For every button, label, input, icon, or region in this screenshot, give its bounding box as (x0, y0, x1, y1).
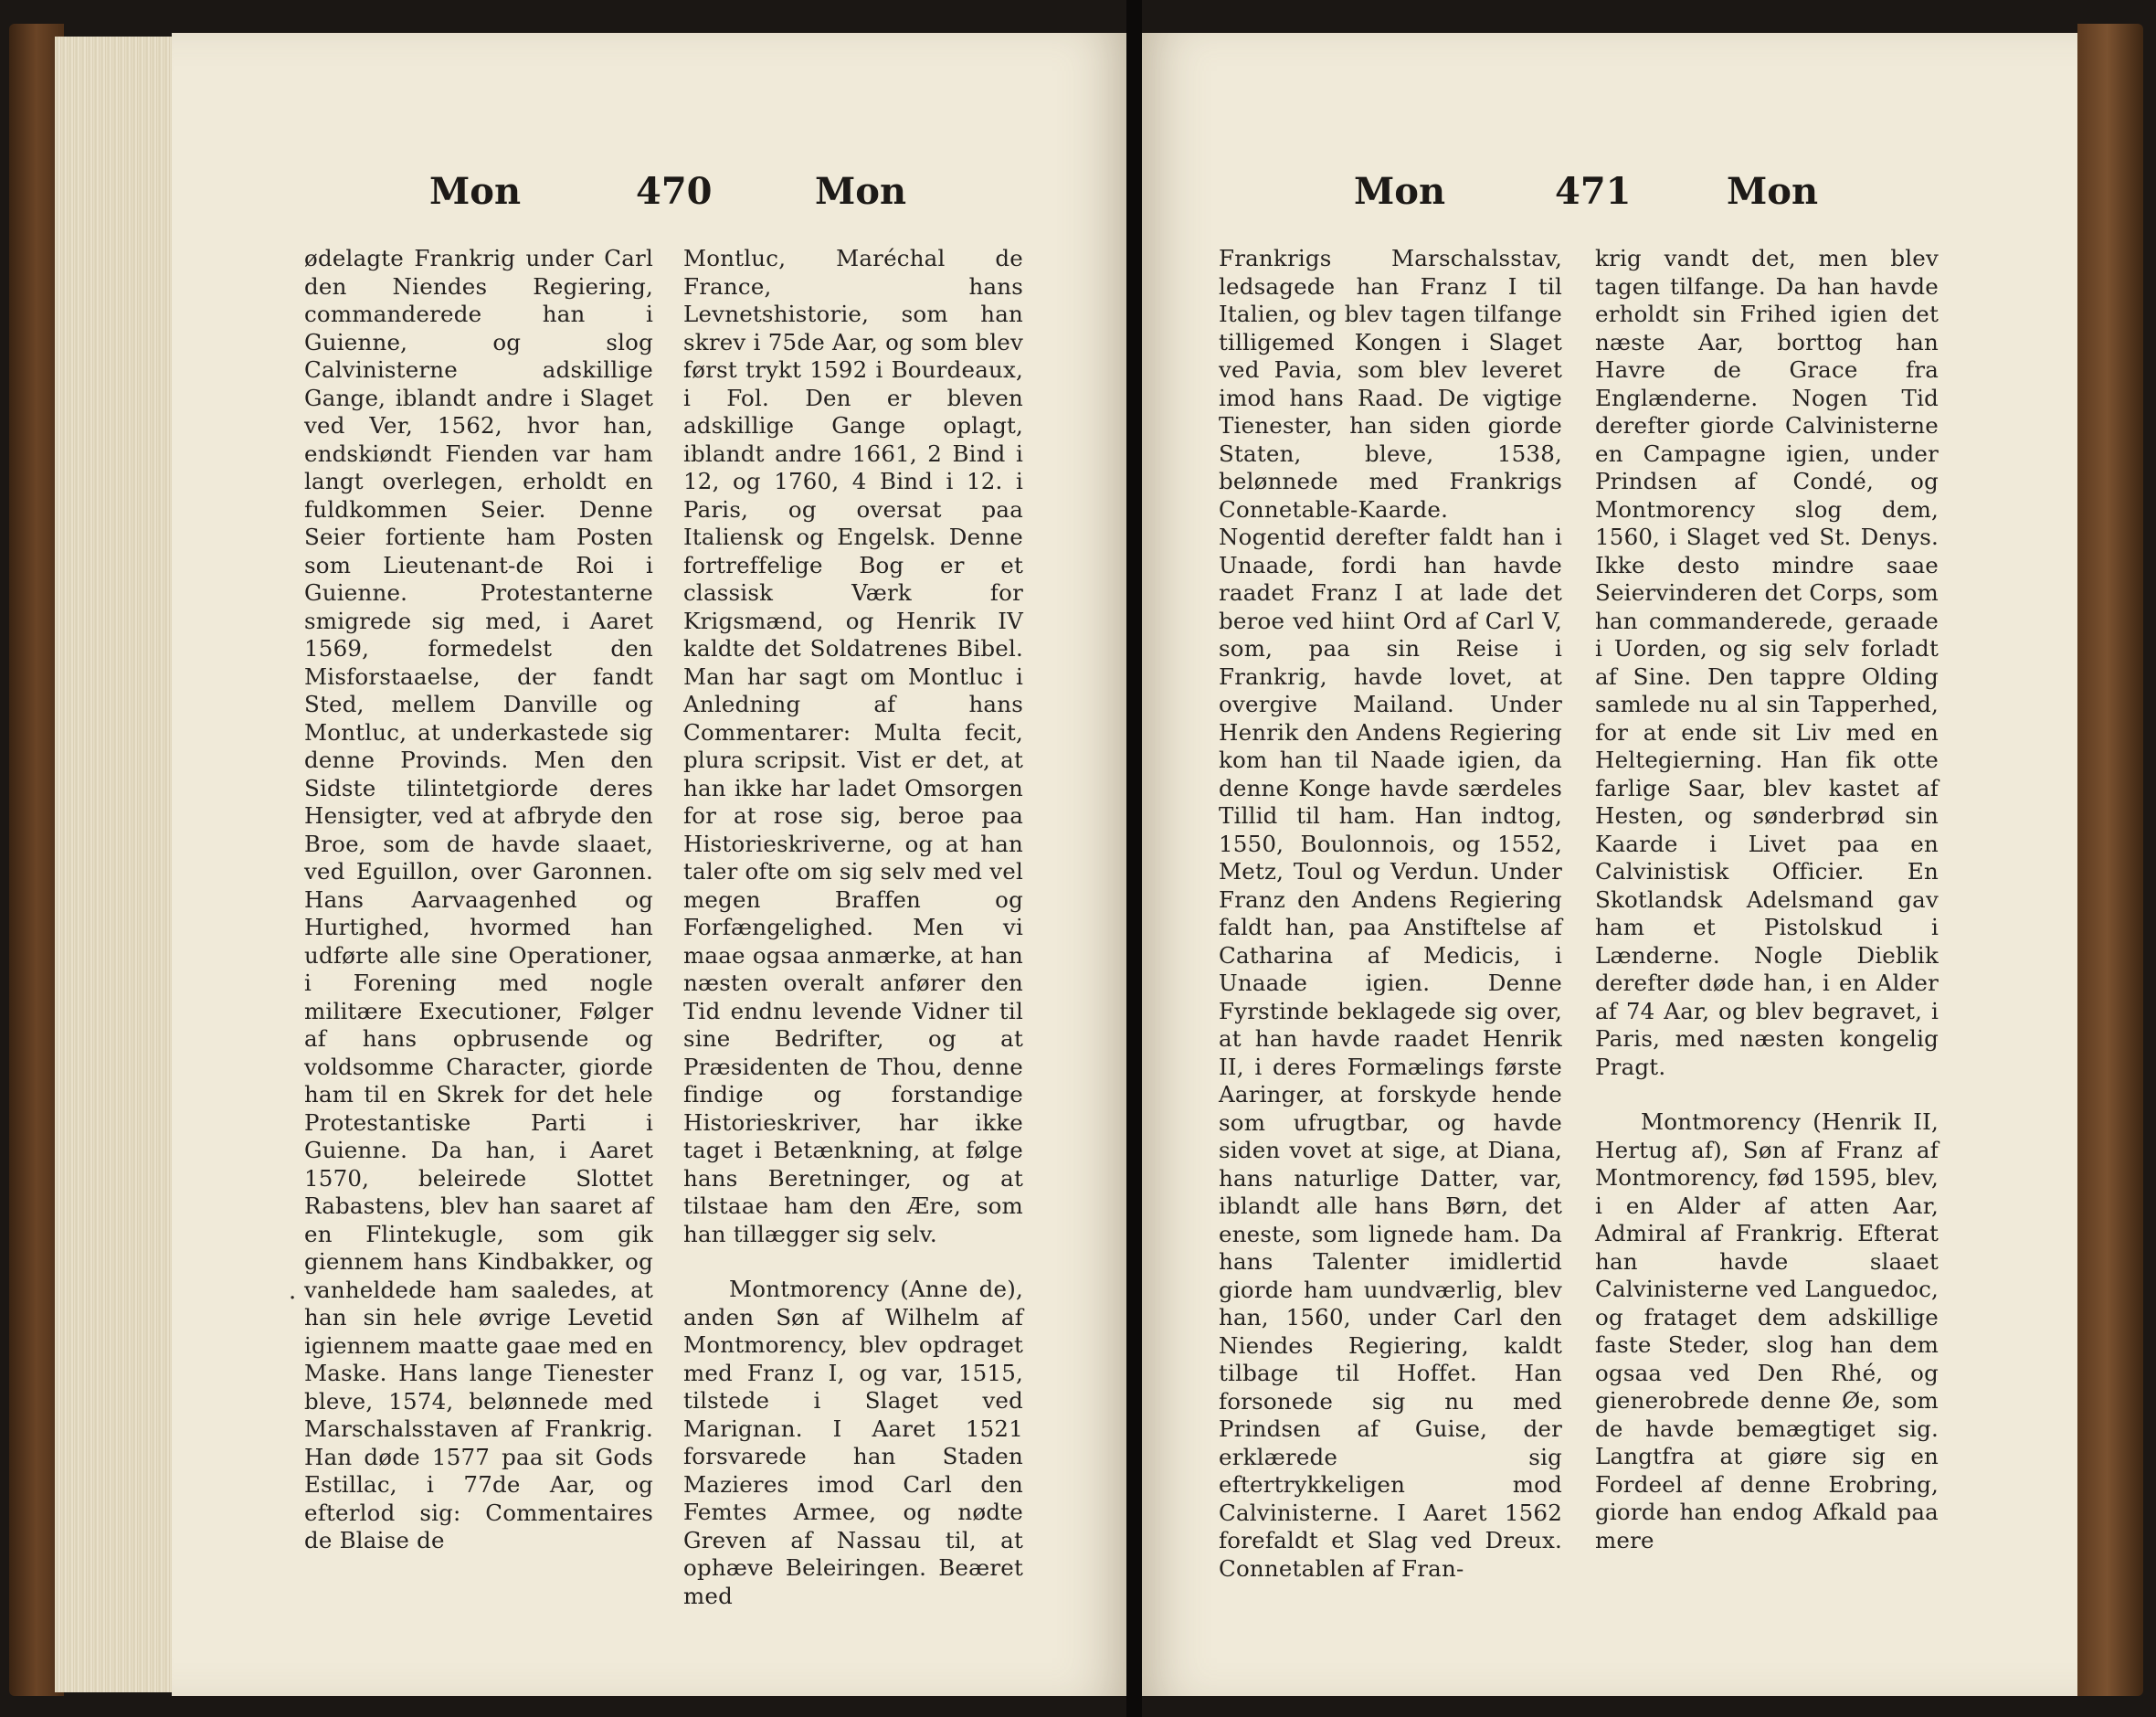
right-page-header (1142, 170, 2077, 234)
paragraph-gap (1595, 1081, 1939, 1108)
left-page-running-head-right: Mon (815, 170, 907, 213)
page-edges (55, 37, 172, 1692)
left-col2-entry-montmorency-anne: Montmorency (Anne de), anden Søn af Wilhelm af Montmorency, blev opdraget med Franz I, og var, 1515, tilstede i Slaget ved Marignan. I Aaret 1521 forsvarede han Staden Mazieres imod Carl den Femtes Armee, og nødte Greven af Nassau til, at ophæve Beleiringen. Beæret med (683, 1276, 1023, 1609)
left-page-column-1 (304, 245, 653, 1555)
left-col1-paragraph: ødelagte Frankrig under Carl den Niendes Regiering, commanderede han i Guienne, og slog Calvinisterne adskillige Gange, iblandt andre i Slaget ved Ver, 1562, hvor han, endskiøndt Fienden var ham langt overlegen, erholdt en fuldkommen Seier. Denne Seier fortiente ham Posten som Lieutenant-de Roi i Guienne. Protestanterne smigrede sig med, i Aaret 1569, formedelst den Misforstaaelse, der fandt Sted, mellem Danville og Montluc, at underkastede sig denne Provinds. Men den Sidste tilintetgiorde deres Hensigter, ved at afbryde den Broe, som de havde slaaet, ved Eguillon, over Garonnen. Hans Aarvaagenhed og Hurtighed, hvormed han udførte alle sine Operationer, i Forening med nogle militære Executioner, Følger af hans opbrusende og voldsomme Character, giorde ham til en Skrek for det hele Protestantiske Parti i Guienne. Da han, i Aaret 1570, beleirede Slottet Rabastens, blev han saaret af en Flintekugle, som gik giennem hans Kindbakker, og vanheldede ham saaledes, at han sin hele øvrige Levetid igiennem maatte gaae med en Maske. Hans lange Tienester bleve, 1574, belønnede med Marschalsstaven af Frankrig. Han døde 1577 paa sit Gods Estillac, i 77de Aar, og efterlod sig: Commentaires de Blaise de (304, 245, 653, 1553)
left-page-header (172, 170, 1126, 234)
left-col2-paragraph-1: Montluc, Maréchal de France, hans Levnetshistorie, som han skrev i 75de Aar, og som blev først trykt 1592 i Bourdeaux, i Fol. Den er bleven adskillige Gange oplagt, iblandt andre 1661, 2 Bind i 12, og 1760, 4 Bind i 12. i Paris, og oversat paa Italiensk og Engelsk. Denne fortreffelige Bog er et classisk Værk for Krigsmænd, og Henrik IV kaldte det Soldatrenes Bibel. Man har sagt om Montluc i Anledning af hans Commentarer: Multa fecit, plura scripsit. Vist er det, at han ikke har ladet Omsorgen for at rose sig, beroe paa Historieskriverne, og at han taler ofte om sig selv med vel megen Braffen og Forfængelighed. Men vi maae ogsaa anmærke, at han næsten overalt anfører den Tid endnu levende Vidner til sine Bedrifter, og at Præsidenten de Thou, denne findige og forstandige Historieskriver, har ikke taget i Betænkning, at følge hans Beretninger, og at tilstaae ham den Ære, som han tillægger sig selv. (683, 245, 1023, 1247)
right-col2-entry-montmorency-henrik: Montmorency (Henrik II, Hertug af), Søn af Franz af Montmorency, fød 1595, blev, i en Alder af atten Aar, Admiral af Frankrig. Efterat han havde slaaet Calvinisterne ved Languedoc, og frataget dem adskillige faste Steder, slog han dem ogsaa ved Den Rhé, og gienerobrede denne Øe, som de havde bemægtiget sig. Langtfra at giøre sig en Fordeel af denne Erobring, giorde han endog Afkald paa mere (1595, 1108, 1939, 1553)
left-page (172, 33, 1126, 1696)
paragraph-gap (683, 1248, 1023, 1276)
right-page-column-2 (1595, 245, 1939, 1554)
right-col1-paragraph: Frankrigs Marschalsstav, ledsagede han Franz I til Italien, og blev tagen tilfange tilligemed Kongen i Slaget ved Pavia, som blev leveret imod hans Raad. De vigtige Tienester, han siden giorde Staten, bleve, 1538, belønnede med Frankrigs Connetable-Kaarde. Nogentid derefter faldt han i Unaade, fordi han havde raadet Franz I at lade det beroe ved hiint Ord af Carl V, som, paa sin Reise i Frankrig, havde lovet, at overgive Mailand. Under Henrik den Andens Regiering kom han til Naade igien, da denne Konge havde særdeles Tillid til ham. Han indtog, 1550, Boulonnois, og 1552, Metz, Toul og Verdun. Under Franz den Andens Regiering faldt han, paa Anstiftelse af Catharina af Medicis, i Unaade igien. Denne Fyrstinde beklagede sig over, at han havde raadet Henrik II, i deres Formælings første Aaringer, at forskyde hende som ufrugtbar, og havde siden vovet at sige, at Diana, hans naturlige Datter, var, iblandt alle hans Børn, det eneste, som lignede ham. Da hans Talenter imidlertid giorde ham uundværlig, blev han, 1560, under Carl den Niendes Regiering, kaldt tilbage til Hoffet. Han forsonede sig nu med Prindsen af Guise, der erklærede sig eftertrykkeligen mod Calvinisterne. I Aaret 1562 forefaldt et Slag ved Dreux. Connetablen af Fran- (1219, 245, 1562, 1582)
left-page-running-head-left: Mon (429, 170, 522, 213)
right-page-number: 471 (1555, 170, 1632, 213)
right-page-column-1 (1219, 245, 1562, 1583)
margin-mark: · (289, 1285, 297, 1312)
left-page-number: 470 (636, 170, 713, 213)
right-page-running-head-right: Mon (1727, 170, 1819, 213)
book-cover-right (2077, 24, 2143, 1696)
left-page-column-2 (683, 245, 1023, 1610)
right-col2-paragraph-1: krig vandt det, men blev tagen tilfange. Da han havde erholdt sin Frihed igien det næste Aar, borttog han Havre de Grace fra Englænderne. Nogen Tid derefter giorde Calvinisterne en Campagne igien, under Prindsen af Condé, og Montmorency slog dem, 1560, i Slaget ved St. Denys. Ikke desto mindre saae Seiervinderen det Corps, som han commanderede, geraade i Uorden, og sig selv forladt af Sine. Den tappre Olding samlede nu al sin Tapperhed, for at ende sit Liv med en Heltegierning. Han fik otte farlige Saar, blev kastet af Hesten, og sønderbrød sin Kaarde i Livet paa en Calvinistisk Officier. En Skotlandsk Adelsmand gav ham et Pistolskud i Lænderne. Nogle Dieblik derefter døde han, i en Alder af 74 Aar, og blev begravet, i Paris, med næsten kongelig Pragt. (1595, 245, 1939, 1080)
right-page (1142, 33, 2077, 1696)
right-page-running-head-left: Mon (1354, 170, 1446, 213)
book-gutter (1126, 0, 1142, 1717)
